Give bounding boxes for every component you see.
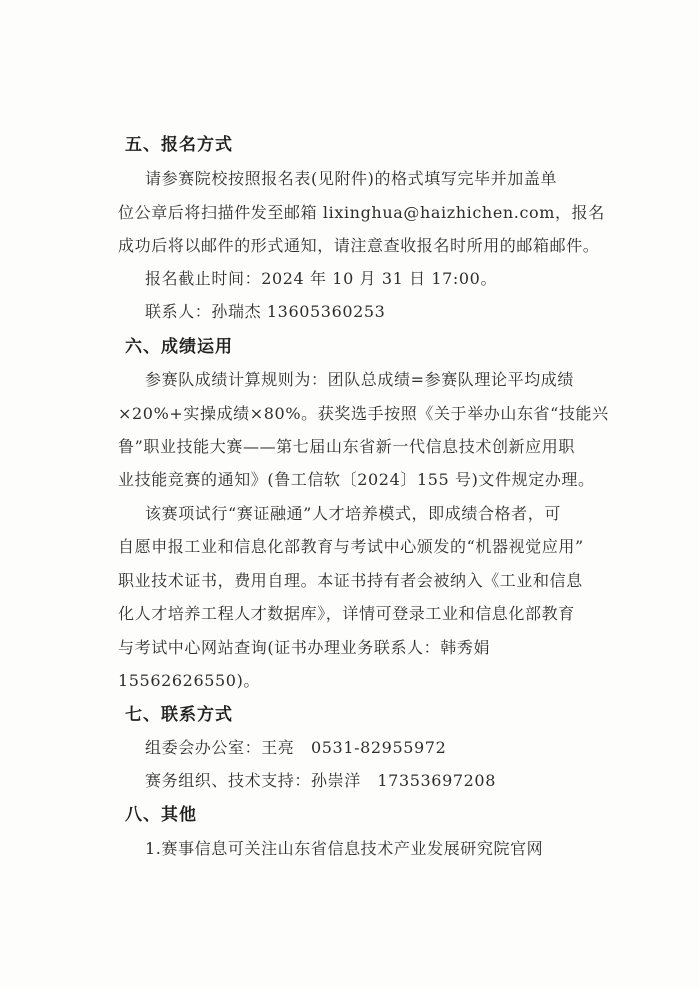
paragraph-line: 1.赛事信息可关注山东省信息技术产业发展研究院官网 [145,839,544,858]
paragraph-line: 自愿申报工业和信息化部教育与考试中心颁发的“机器视觉应用” [118,537,584,556]
paragraph-line: 化人才培养工程人才数据库》，详情可登录工业和信息化部教育 [118,604,575,623]
paragraph-line: 鲁”职业技能大赛——第七届山东省新一代信息技术创新应用职 [118,437,575,456]
paragraph-line: 业技能竞赛的通知》(鲁工信软〔2024〕155 号)文件规定办理。 [118,470,595,489]
section-heading-scores: 六、成绩运用 [125,337,233,357]
paragraph-line: 该赛项试行“赛证融通”人才培养模式，即成绩合格者，可 [145,504,561,523]
contact-line-tech-support: 赛务组织、技术支持：孙崇洋 17353697208 [145,771,496,790]
section-heading-contact: 七、联系方式 [125,705,233,725]
paragraph-line: 参赛队成绩计算规则为：团队总成绩=参赛队理论平均成绩 [145,370,575,389]
paragraph-line: 报名截止时间：2024 年 10 月 31 日 17:00。 [145,269,498,288]
paragraph-line: ×20%+实操成绩×80%。获奖选手按照《关于举办山东省“技能兴 [118,404,609,423]
paragraph-line: 职业技术证书，费用自理。本证书持有者会被纳入《工业和信息 [118,571,583,590]
paragraph-line: 请参赛院校按照报名表(见附件)的格式填写完毕并加盖单 [145,169,558,188]
paragraph-line: 15562626550)。 [118,671,261,690]
paragraph-line: 联系人：孙瑞杰 13605360253 [145,302,386,321]
contact-line-office: 组委会办公室：王亮 0531-82955972 [145,738,447,757]
paragraph-line: 与考试中心网站查询(证书办理业务联系人：韩秀娟 [118,638,491,657]
paragraph-line: 成功后将以邮件的形式通知，请注意查收报名时所用的邮箱邮件。 [118,236,600,255]
section-heading-other: 八、其他 [125,805,197,825]
paragraph-line: 位公章后将扫描件发至邮箱 lixinghua@haizhichen.com，报名 [118,203,605,222]
section-heading-registration: 五、报名方式 [125,135,233,155]
